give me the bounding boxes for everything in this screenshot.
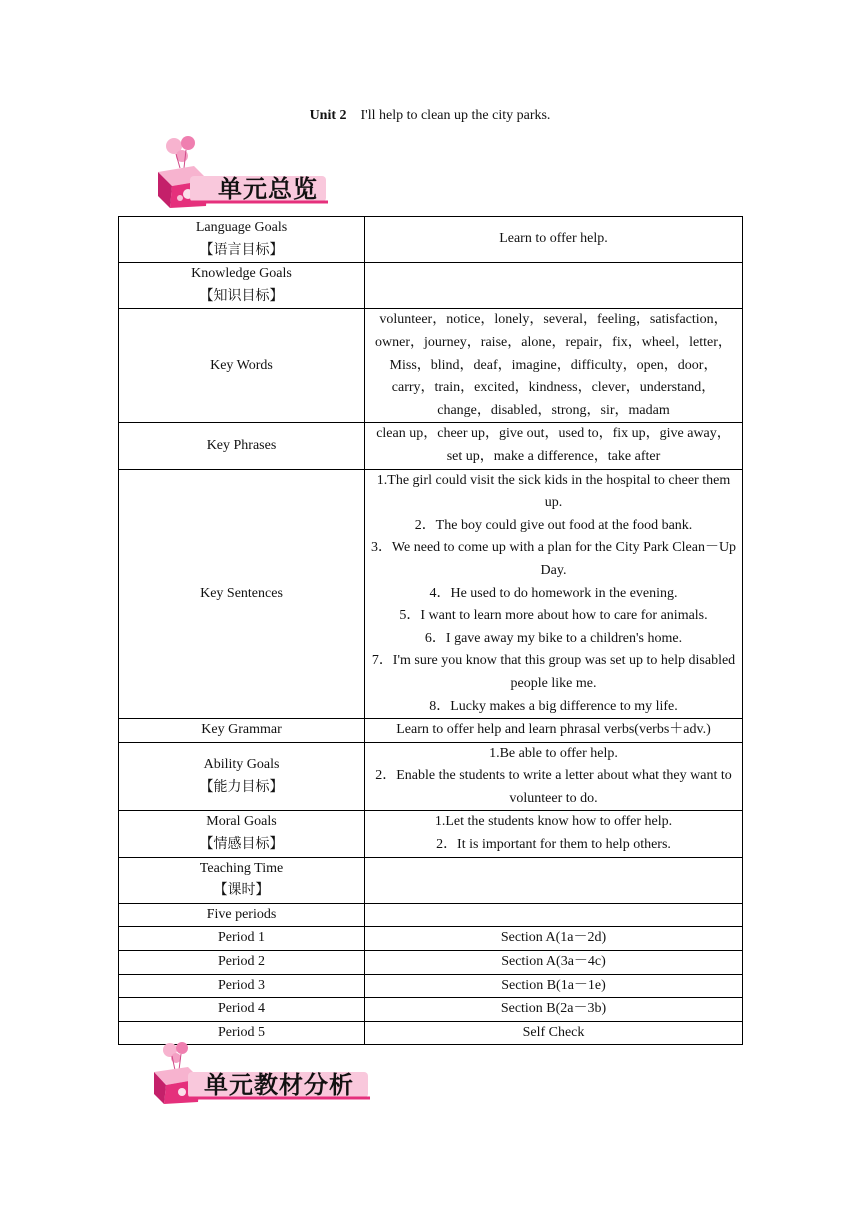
row-content: Section B(1a－1e) (365, 974, 743, 998)
row-label: Period 1 (119, 927, 365, 951)
table-row (119, 857, 743, 903)
row-label: Five periods (119, 903, 365, 927)
table-row (119, 719, 743, 743)
row-label: Ability Goals 【能力目标】 (119, 742, 365, 811)
row-label: Key Phrases (119, 423, 365, 469)
key-sentence: 8．Lucky makes a big difference to my life. (429, 698, 678, 714)
table-row (119, 469, 743, 719)
key-sentence: 3．We need to come up with a plan for the City Park Clean－Up Day. (370, 540, 737, 578)
row-label: Period 4 (119, 998, 365, 1022)
unit-title: I'll help to clean up the city parks. (360, 108, 551, 123)
key-sentence: 2．The boy could give out food at the food bank. (414, 517, 693, 533)
table-row (119, 951, 743, 975)
table-row (119, 263, 743, 309)
key-sentence: 4．He used to do homework in the evening. (429, 585, 678, 601)
table-row (119, 903, 743, 927)
row-label: Teaching Time 【课时】 (119, 857, 365, 903)
row-content (365, 903, 743, 927)
key-sentence: 6．I gave away my bike to a children's home. (424, 630, 683, 646)
row-label: Key Sentences (119, 469, 365, 719)
row-label: Knowledge Goals 【知识目标】 (119, 263, 365, 309)
row-content (365, 857, 743, 903)
row-label: Key Words (119, 309, 365, 423)
row-content: 1.Be able to offer help. 2．Enable the students to write a letter about what they want to volunteer to do. (365, 742, 743, 811)
row-label: Moral Goals 【情感目标】 (119, 811, 365, 857)
row-content: 1.Let the students know how to offer help. 2．It is important for them to help others. (365, 811, 743, 857)
section-banner-overview (152, 134, 330, 210)
table-row (119, 927, 743, 951)
document-title (0, 107, 860, 125)
table-row (119, 217, 743, 263)
table-row (119, 974, 743, 998)
table-row (119, 811, 743, 857)
row-content: Learn to offer help. (365, 217, 743, 263)
row-label: Language Goals 【语言目标】 (119, 217, 365, 263)
row-label: Key Grammar (119, 719, 365, 743)
key-sentence: 5．I want to learn more about how to care for animals. (399, 608, 708, 624)
row-content: Self Check (365, 1021, 743, 1045)
row-label: Period 3 (119, 974, 365, 998)
table-row (119, 742, 743, 811)
row-content: Section A(3a－4c) (365, 951, 743, 975)
section-banner-material-analysis (148, 1040, 372, 1106)
unit-overview-table (118, 216, 743, 1045)
row-content: volunteer，notice，lonely，several，feeling，satisfaction，owner，journey，raise，alone，repair，fix，wheel，letter，Miss，blind，deaf，imagine，difficulty，open，door，carry，train，excited，kindness，clever，understand，change，disabled，strong，sir，madam (365, 309, 743, 423)
row-label: Period 5 (119, 1021, 365, 1045)
key-sentence: 7．I'm sure you know that this group was set up to help disabled people like me. (371, 653, 736, 691)
banner-material-analysis-text: 单元教材分析 (204, 1071, 354, 1099)
key-sentence: 1.The girl could visit the sick kids in the hospital to cheer them up. (376, 472, 731, 511)
row-content: clean up，cheer up，give out，used to，fix up，give away，set up，make a difference，take after (365, 423, 743, 469)
banner-overview-text: 单元总览 (218, 175, 318, 203)
row-label: Period 2 (119, 951, 365, 975)
row-content (365, 469, 743, 719)
row-content (365, 263, 743, 309)
table-row (119, 309, 743, 423)
row-content: Section B(2a－3b) (365, 998, 743, 1022)
row-content: Learn to offer help and learn phrasal verbs(verbs＋adv.) (365, 719, 743, 743)
table-row (119, 423, 743, 469)
table-row (119, 998, 743, 1022)
unit-label: Unit 2 (309, 108, 347, 123)
row-content: Section A(1a－2d) (365, 927, 743, 951)
